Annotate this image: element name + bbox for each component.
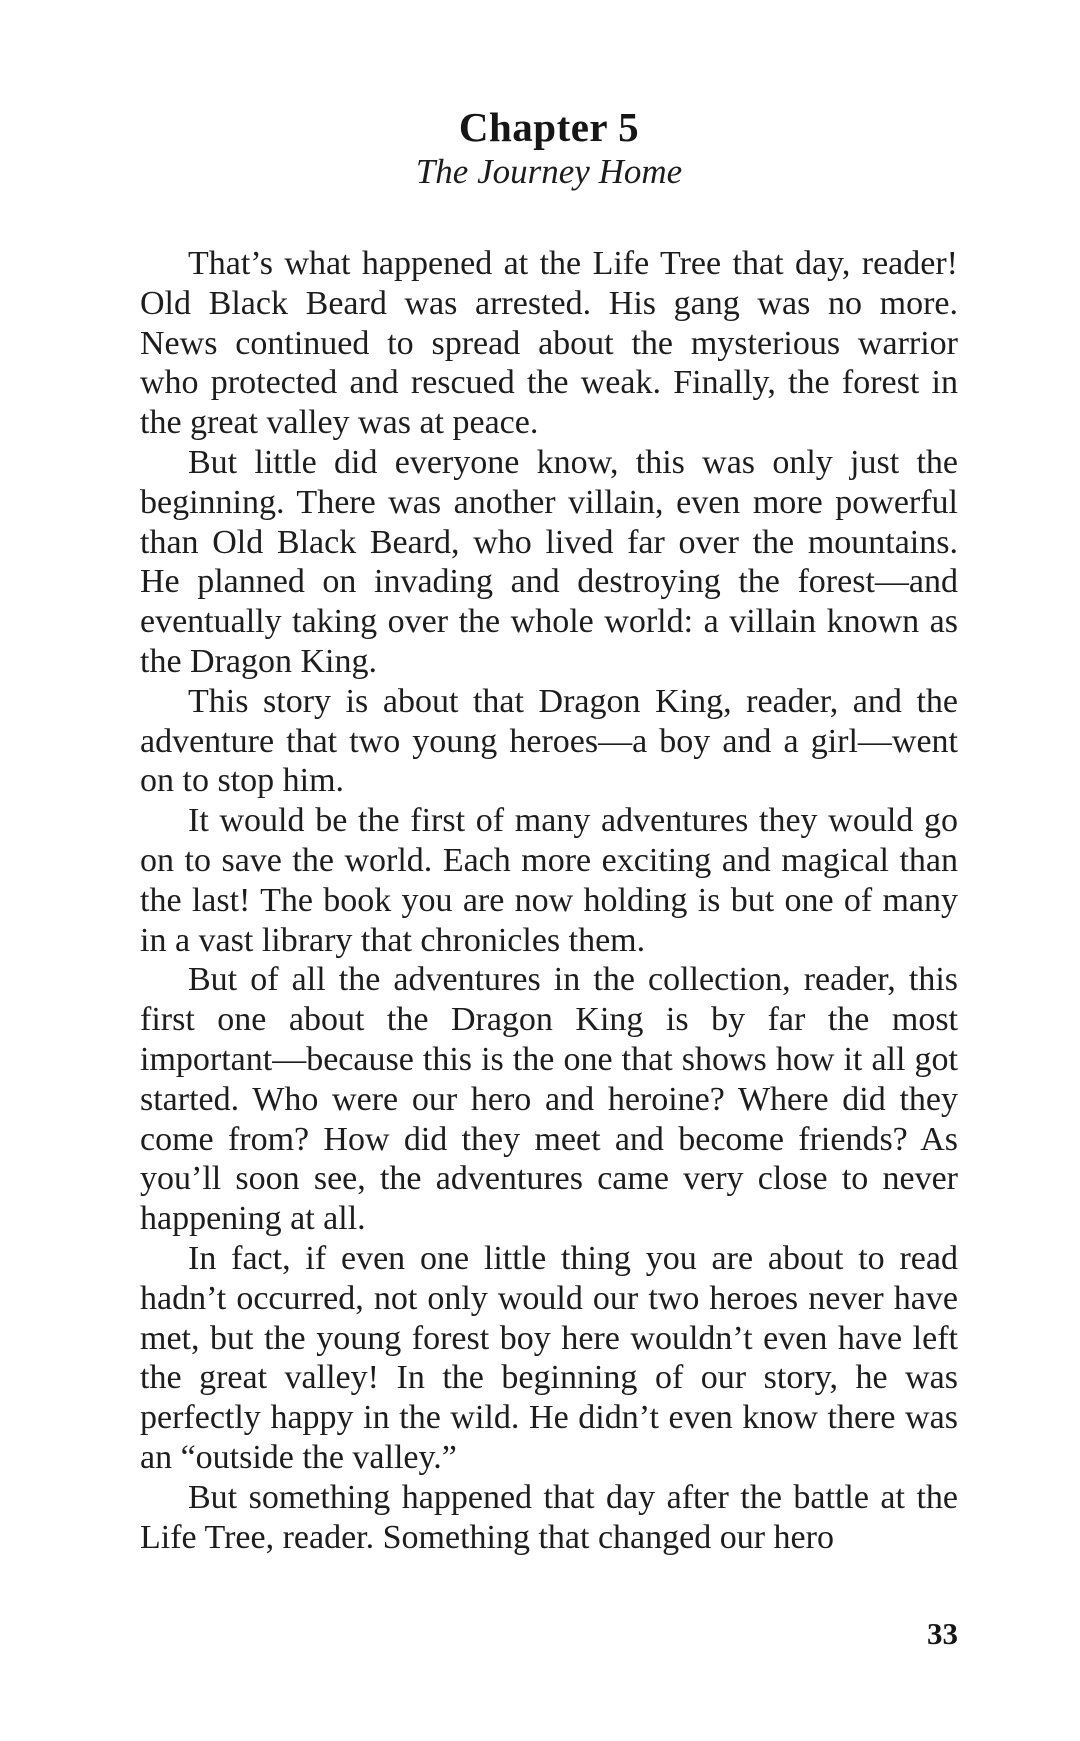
chapter-heading: Chapter 5 [458,104,640,150]
body-text [140,244,958,1557]
paragraph: That’s what happened at the Life Tree that day, reader! Old Black Beard was arrested. His gang was no more. News continued to spread about the mysterious warrior who protected and rescued the weak. Finally, the forest in the great valley was at peace. [140,245,958,442]
paragraph: But of all the adventures in the collection, reader, this first one about the Dragon King is by far the most important—because this is the one that shows how it all got started. Who were our hero and heroine? Where did they come from? How did they meet and become friends? As you’ll soon see, the adventures came very close to never happening at all. [140,961,958,1238]
page-number: 33 [927,1616,958,1651]
paragraph: It would be the first of many adventures they would go on to save the world. Each more exciting and magical than the last! The book you are now holding is but one of many in a vast library that chronicles them. [140,802,958,959]
paragraph: But something happened that day after the battle at the Life Tree, reader. Something that changed our hero [140,1478,958,1556]
paragraph: But little did everyone know, this was only just the beginning. There was another villain, even more powerful than Old Black Beard, who lived far over the mountains. He planned on invading and destroying the forest—and eventually taking over the whole world: a villain known as the Dragon King. [140,443,958,680]
paragraph: This story is about that Dragon King, reader, and the adventure that two young heroes—a boy and a girl—went on to stop him. [140,682,958,800]
chapter-subtitle: The Journey Home [415,152,683,191]
paragraph: In fact, if even one little thing you are about to read hadn’t occurred, not only would our two heroes never have met, but the young forest boy here wouldn’t even have left the great valley! In the beginning of our story, he was perfectly happy in the wild. He didn’t even know there was an “outside the valley.” [140,1239,958,1476]
